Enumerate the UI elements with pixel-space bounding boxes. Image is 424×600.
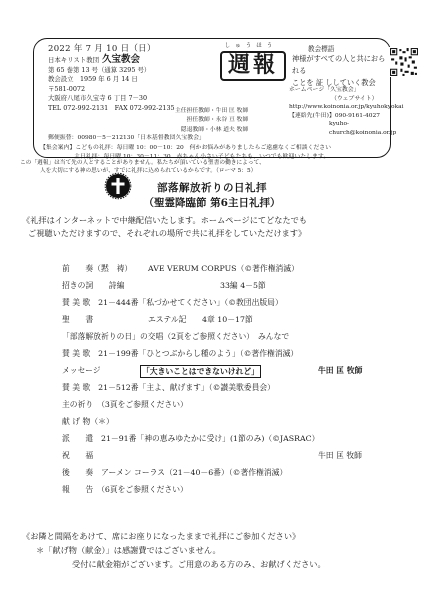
- homepage-url[interactable]: http://www.koinonia.or.jp/kyuhokyokai: [289, 104, 404, 111]
- program-item: 主の祈り （3頁をご参照ください）: [62, 400, 188, 409]
- sermon-title: 「大きいことはできないけれど」: [142, 367, 259, 376]
- church-info: [48, 43, 224, 114]
- motto-label: 教会標語: [308, 45, 335, 53]
- contact-phone: 【連絡先(牛田)】090-9161-4027: [289, 112, 381, 119]
- service-theme-title: 部落解放祈りの日礼拝: [157, 182, 267, 194]
- contact-info: ホームページ「久宝教会」 （ウェブサイト） http://www.koinonia.or.jp/kyuhokyokai 【連絡先(牛田)】090-9161-4027 kyuho-church@koinonia.or.jp: [289, 87, 404, 136]
- bulletin-kana: しゅうほう: [224, 43, 278, 49]
- sunday-service: 主日礼拝：毎日曜 10：30－11：30 赤ちゃん小さい子どもたちも、いつでも歓迎いたします。: [74, 154, 330, 160]
- founded-date: 教会設立 1959 年 6 月 14 日: [48, 75, 138, 84]
- attendance-notes: 《お隣と間隔をあけて、席にお座りになったままで礼拝にご参加ください》 ＊「献げ物（献金）」は感謝費ではございません。 受付に献金箱がございます。ご用意のある方のみ、お献げください。: [22, 531, 326, 569]
- program-item: メッセージ 「大きいことはできないけれど」 牛田 匡 牧師: [62, 366, 363, 376]
- bulletin-header: [33, 38, 404, 160]
- program-item: 賛 美 歌 21－444番「私づかせてください」（©教団出版局）: [62, 298, 283, 307]
- program-item: 聖 書 エステル記 4章 10－17節: [62, 315, 253, 324]
- volume-number: 第 65 巻第 13 号（通算 3295 号）: [48, 65, 151, 74]
- postal-code: 〒581-0072: [48, 84, 86, 93]
- church-name: 久宝教会: [102, 54, 141, 65]
- service-theme-subtitle: （聖霊降臨節 第6主日礼拝）: [143, 197, 281, 209]
- program-item: 後 奏 アーメン コーラス（21－40－6番）（©著作権消滅）: [62, 468, 288, 477]
- bulletin-masthead: [182, 41, 302, 78]
- qr-code-icon[interactable]: [389, 47, 419, 77]
- program-item: 派 遣 21－91番「神の恵みゆたかに受け」(1節のみ)（©JASRAC）: [62, 434, 320, 443]
- program-item: 招きの詞 詩編 33編 4－5節: [62, 281, 266, 290]
- contact-email[interactable]: kyuho-church@koinonia.or.jp: [329, 121, 397, 136]
- program-item: 賛 美 歌 21－199番「ひとつぶからし種のよう」（©著作権消滅）: [62, 349, 299, 358]
- program-item: 献 げ 物（＊）: [62, 417, 114, 426]
- program-item: 「部落解放祈りの日」の交唱（2頁をご参照ください） みんなで: [62, 332, 290, 341]
- benediction-minister: 牛田 匡 牧師: [318, 451, 362, 460]
- program-item: 賛 美 歌 21－512番「主よ、献げます」（©讃美歌委員会）: [62, 383, 275, 392]
- service-date: 2022 年 7 月 10 日（日）: [48, 44, 156, 54]
- preacher: 牛田 匡 牧師: [318, 366, 363, 375]
- program-item: 報 告 （6頁をご参照ください）: [62, 485, 188, 494]
- phone-fax: TEL 072-992-2131 FAX 072-992-2135: [48, 103, 175, 112]
- bulletin-title: 週報: [220, 51, 286, 81]
- address: 大阪府八尾市久宝寺 6 丁目 7－30: [48, 94, 148, 103]
- postal-transfer: 郵便振替：00980－5－212130「日本基督教団久宝教会」: [48, 135, 205, 141]
- livestream-notice: 《礼拝はインターネットで中継配信いたします。ホームページにてどなたでも ご視聴いただけますので、それぞれの場所で共に礼拝をしていただけます》: [22, 215, 308, 238]
- church-motto: 神様がすべての人と共におられる ことを 証 ししていく教会: [292, 54, 386, 87]
- program-item: 祝 福 牛田 匡 牧師: [62, 451, 362, 460]
- gathering-guide: 【集会案内】こどもの礼拝：毎日曜 10：00－10：20 何かお悩みがありましたらご遠慮なくご相談ください: [40, 144, 332, 151]
- notice-text: この「週報」は当て先の人とすることがありません。私たちが頂いている聖書の働きによって、 人を大切にする神の思いが、すでに礼拝に込められているからです。（ローマ 5：5）: [20, 160, 265, 174]
- pastoral-staff: 主任担任教師・牛田 匡 牧師 担任教師・永谷 亘 牧師 隠退教師・小林 道夫 牧師: [175, 108, 249, 133]
- program-item: 前 奏（黙 祷） AVE VERUM CORPUS（©著作権消滅）: [62, 264, 299, 273]
- homepage-label: ホームページ「久宝教会」: [289, 87, 360, 93]
- denomination: 日本キリスト教団: [48, 56, 99, 64]
